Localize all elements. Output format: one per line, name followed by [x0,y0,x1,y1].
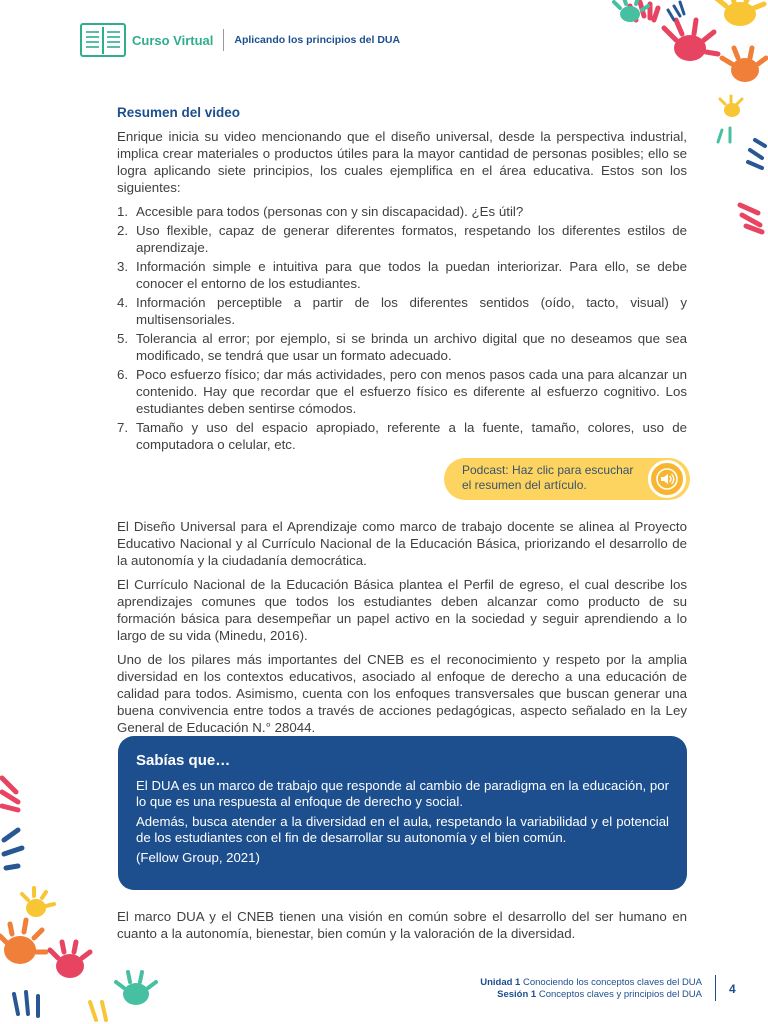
callout-title: Sabías que… [136,752,231,769]
list-item [117,203,687,220]
list-number: 4. [117,295,129,310]
did-you-know-callout [118,736,687,890]
course-brand: Curso Virtual [132,32,214,48]
callout-paragraph: Además, busca atender a la diversidad en el aula, respetando la variabilidad y el potencial de los estudiantes con el fin de desarrollar su autonomía y el bien común. [136,814,669,845]
callout-paragraph: El DUA es un marco de trabajo que responde al cambio de paradigma en la educación, por lo que es una respuesta al enfoque de derecho y social. [136,778,669,809]
list-number: 6. [117,367,129,382]
video-summary-section [117,104,687,455]
course-subtitle: Aplicando los principios del DUA [234,34,401,46]
section-title: Resumen del video [117,105,241,120]
callout-citation: (Fellow Group, 2021) [136,850,260,865]
header-divider [223,29,224,51]
footer-session [480,989,702,1001]
page-header [80,22,400,58]
body-paragraph: El Diseño Universal para el Aprendizaje como marco de trabajo docente se alinea al Proyecto Educativo Nacional y al Currículo Nacional de la Educación Básica, priorizando el desarrollo de la autonomía y la ciudadanía democrática. [117,519,687,568]
footer-session-label: Sesión 1 [497,989,537,1000]
footer-unit-label: Unidad 1 [480,977,521,988]
footer-divider [715,975,716,1001]
open-book-icon [80,23,126,57]
body-paragraph: El Currículo Nacional de la Educación Básica plantea el Perfil de egreso, el cual describe los aprendizajes comunes que todos los estudiantes deben alcanzar como producto de su formación básica para desempeñar un papel activo en la sociedad y seguir aprendiendo a lo largo de su vida (Minedu, 2016). [117,577,687,643]
footer-unit [480,977,702,989]
page-number: 4 [729,982,736,996]
podcast-label: Podcast: Haz clic para escuchar el resumen del artículo. [462,463,634,492]
list-number: 5. [117,331,129,346]
principles-list [117,203,687,453]
body-paragraph: Uno de los pilares más importantes del CNEB es el reconocimiento y respeto por la amplia diversidad en los contextos educativos, asociado al enfoque de derecho a una educación de calidad para todos. Asimismo, cuenta con los enfoques transversales que buscan generar una buena convivencia entre todos a través de acciones pedagógicas, aspecto señalado en la Ley General de Educación N.° 28044. [117,652,687,735]
list-number: 2. [117,223,129,238]
speaker-icon[interactable] [648,460,686,498]
footer-session-text: Conceptos claves y principios del DUA [538,989,702,1000]
list-item-text: Poco esfuerzo físico; dar más actividades, pero con menos pasos cada una para alcanzar un contenido. Hay que recordar que el esfuerzo físico es diferente al esfuerzo cognitivo. Los estudiantes deben sentirse cómodos. [136,367,687,416]
page-footer [480,977,702,1001]
closing-paragraph: El marco DUA y el CNEB tienen una visión en común sobre el desarrollo del ser humano en cuanto a la autonomía, bienestar, bien común y la valoración de la diversidad. [117,909,687,941]
list-item [117,258,687,292]
podcast-button[interactable] [444,458,690,500]
list-item-text: Tolerancia al error; por ejemplo, si se brinda un archivo digital que no deseamos que sea modificado, se tendrá que usar un formato adecuado. [136,331,687,363]
list-item-text: Accesible para todos (personas con y sin discapacidad). ¿Es útil? [136,204,524,219]
list-number: 3. [117,259,129,274]
list-item-text: Información perceptible a partir de los diferentes sentidos (oído, tacto, visual) y multisensoriales. [136,295,687,327]
list-item [117,419,687,453]
summary-intro: Enrique inicia su video mencionando que el diseño universal, desde la perspectiva industrial, implica crear materiales o productos útiles para la mayor cantidad de personas posibles; ello se logra aplicando siete principios, los cuales ejemplifica en el área educativa. Estos son los siguientes: [117,129,687,195]
list-number: 7. [117,420,129,435]
list-item-text: Información simple e intuitiva para que todos la puedan interiorizar. Para ello, se debe conocer el entorno de los estudiantes. [136,259,687,291]
list-item [117,330,687,364]
list-item-text: Uso flexible, capaz de generar diferentes formatos, respetando los diferentes estilos de aprendizaje. [136,223,687,255]
list-item [117,366,687,417]
list-item [117,222,687,256]
list-item-text: Tamaño y uso del espacio apropiado, referente a la fuente, tamaño, colores, uso de computadora o celular, etc. [136,420,687,452]
footer-unit-text: Conociendo los conceptos claves del DUA [522,977,702,988]
list-number: 1. [117,204,129,219]
list-item [117,294,687,328]
body-paragraphs [117,518,687,743]
